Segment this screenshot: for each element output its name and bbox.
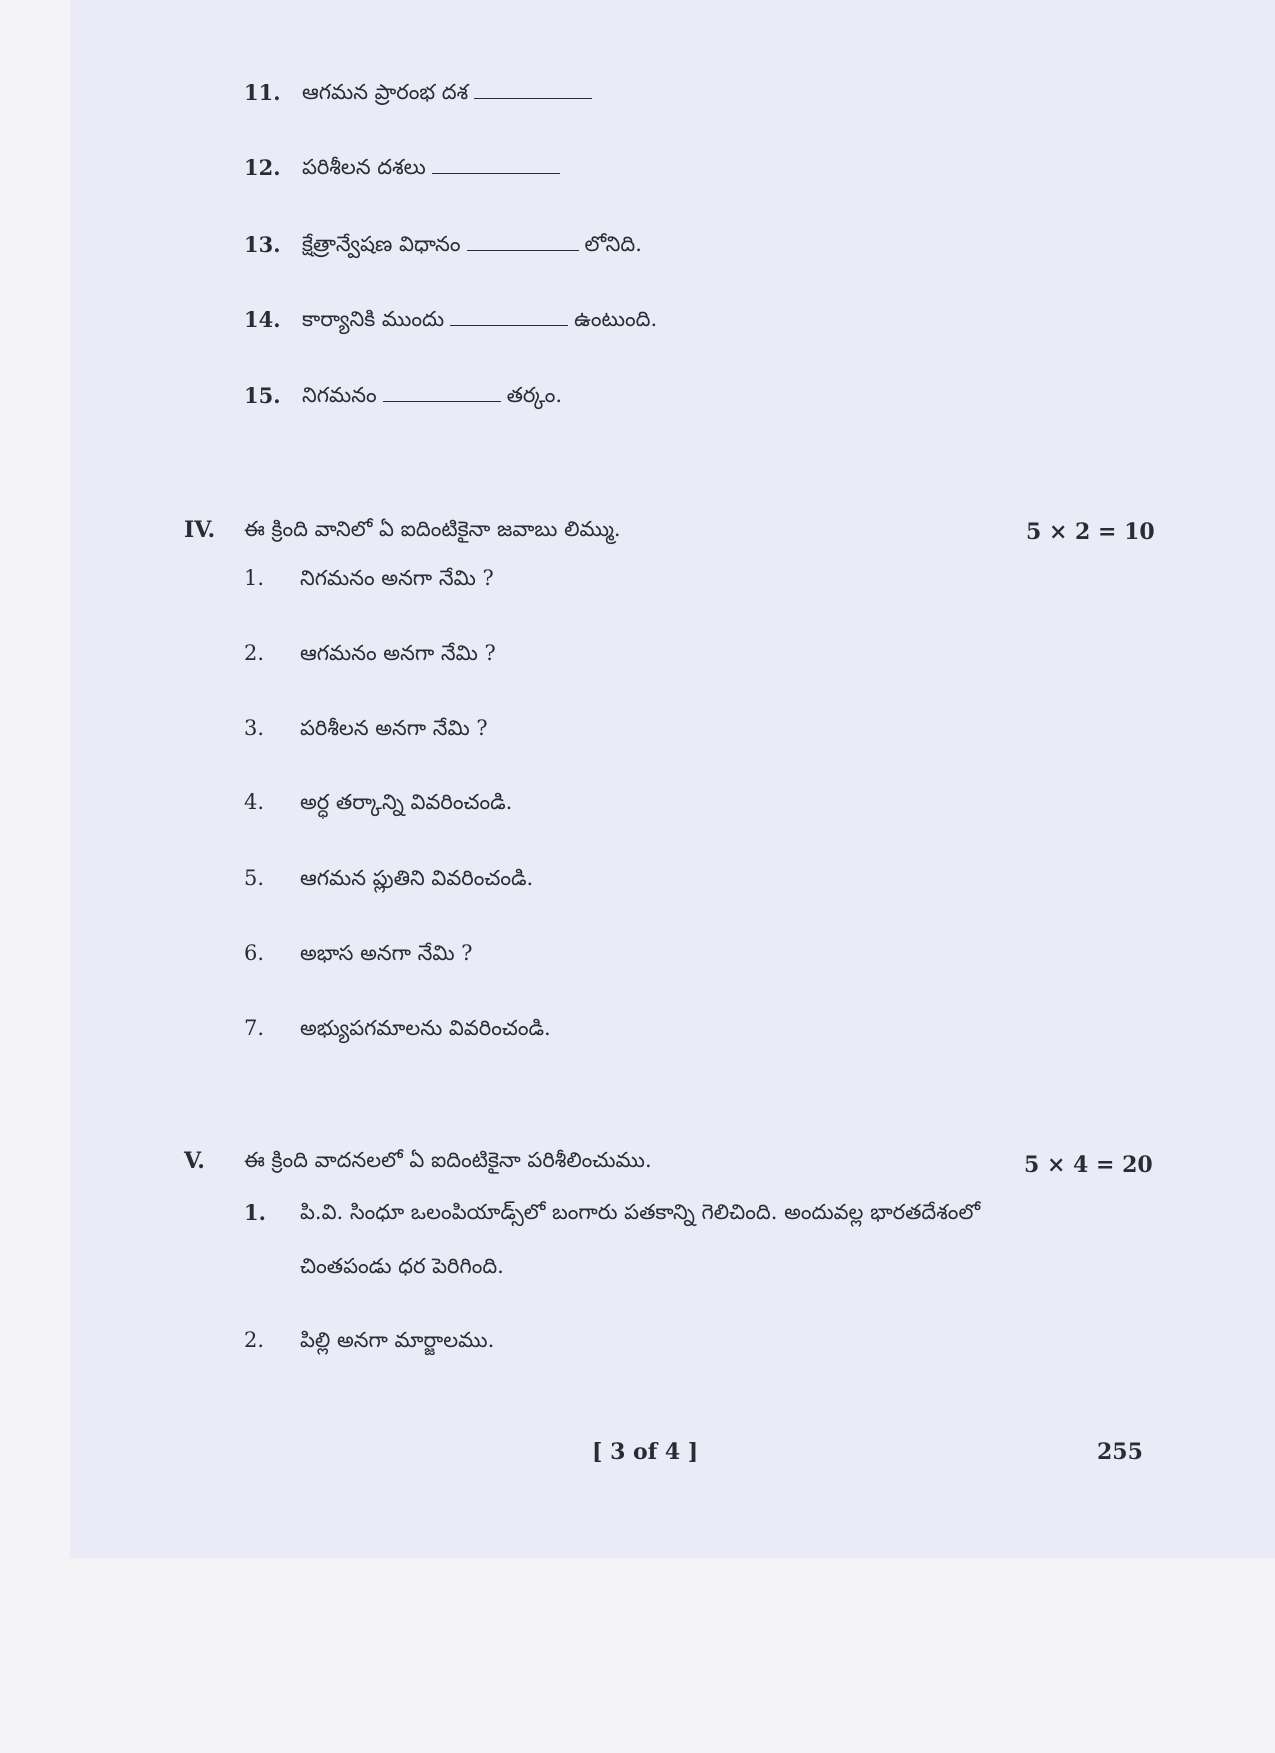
fill-blank-item	[302, 383, 562, 413]
question-number: 4.	[244, 790, 265, 814]
question-text: అర్ధ తర్కాన్ని వివరించండి.	[300, 790, 513, 814]
question-number: 1.	[244, 1200, 266, 1225]
answer-blank	[450, 324, 568, 326]
question-number: 2.	[244, 1328, 265, 1352]
question-number: 5.	[244, 866, 265, 890]
question-number: 1.	[244, 566, 265, 590]
question-text: క్షేత్రాన్వేషణ విధానం	[302, 232, 461, 256]
question-number: 3.	[244, 716, 265, 740]
section-label: IV.	[184, 517, 216, 543]
section-marks: 5 × 2 = 10	[1026, 519, 1155, 545]
question-text: అభాస అనగా నేమి ?	[300, 941, 473, 965]
section-instruction: ఈ క్రింది వాదనలలో ఏ ఐదింటికైనా పరిశీలించుము.	[244, 1148, 652, 1172]
question-text-after: ఉంటుంది.	[574, 307, 658, 331]
question-number: 2.	[244, 641, 265, 665]
question-text: ఆగమన ప్రారంభ దశ	[302, 80, 469, 104]
question-text: పరిశీలన అనగా నేమి ?	[300, 716, 488, 740]
question-text: నిగమనం అనగా నేమి ?	[300, 566, 494, 590]
fill-blank-item	[302, 155, 566, 185]
question-text: నిగమనం	[302, 383, 377, 407]
section-label: V.	[184, 1148, 205, 1174]
answer-blank	[432, 172, 560, 174]
paper-code: 255	[1097, 1439, 1143, 1465]
question-text-line: పిల్లి అనగా మార్జాలము.	[300, 1328, 495, 1352]
fill-blank-item	[302, 307, 657, 337]
question-number: 14.	[244, 307, 281, 332]
question-text: ఆగమన ప్లుతిని వివరించండి.	[300, 866, 534, 890]
question-text: కార్యానికి ముందు	[302, 307, 445, 331]
section-marks: 5 × 4 = 20	[1024, 1152, 1153, 1178]
question-number: 11.	[244, 80, 281, 105]
section-instruction: ఈ క్రింది వానిలో ఏ ఐదింటికైనా జవాబు లిమ్ము.	[244, 517, 621, 541]
question-text-line: చింతపండు ధర పెరిగింది.	[300, 1254, 504, 1278]
question-text: ఆగమనం అనగా నేమి ?	[300, 641, 496, 665]
question-number: 6.	[244, 941, 265, 965]
page-margin	[0, 1558, 1275, 1753]
answer-blank	[383, 400, 501, 402]
question-number: 13.	[244, 232, 281, 257]
answer-blank	[474, 97, 592, 99]
answer-blank	[467, 249, 579, 251]
question-text: పరిశీలన దశలు	[302, 155, 426, 179]
question-text-line: పి.వి. సింధూ ఒలంపియాడ్స్‌లో బంగారు పతకాన్ని గెలిచింది. అందువల్ల భారతదేశంలో	[300, 1200, 981, 1224]
question-number: 15.	[244, 383, 281, 408]
question-number: 12.	[244, 155, 281, 180]
question-text-after: లోనిది.	[584, 232, 642, 256]
fill-blank-item	[302, 80, 598, 110]
page-number: [ 3 of 4 ]	[592, 1439, 699, 1465]
question-number: 7.	[244, 1016, 265, 1040]
question-text: అభ్యుపగమాలను వివరించండి.	[300, 1016, 551, 1040]
fill-blank-item	[302, 232, 642, 262]
question-text-after: తర్కం.	[506, 383, 563, 407]
